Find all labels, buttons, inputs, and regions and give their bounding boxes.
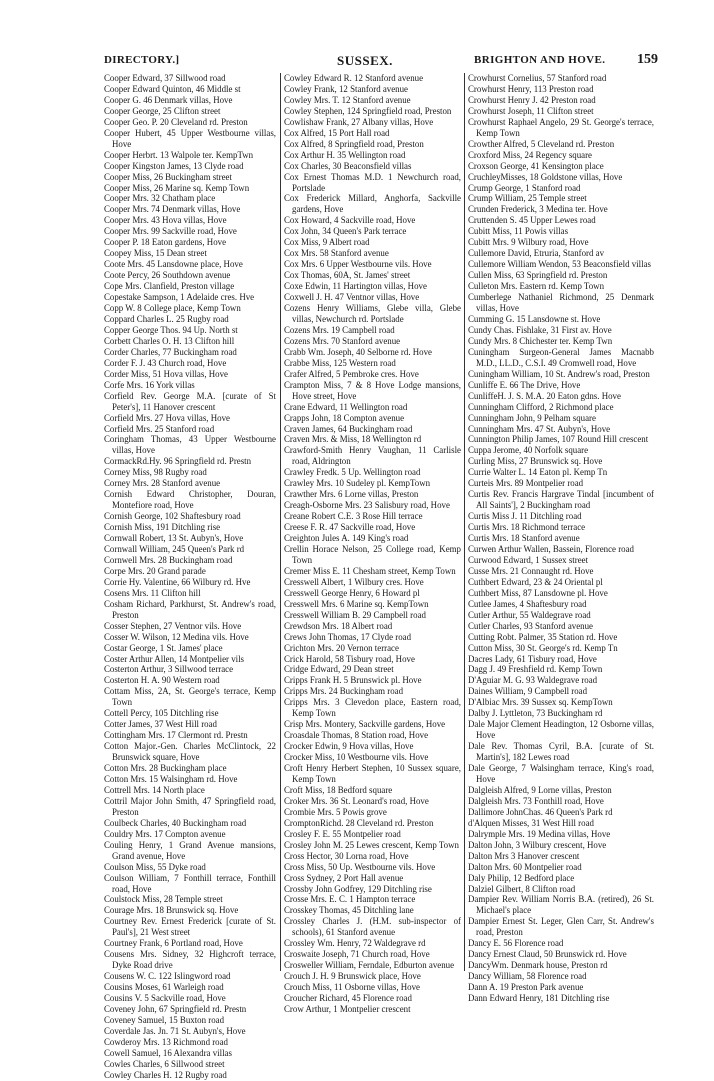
- directory-entry: Cowlishaw Frank, 27 Albany villas, Hove: [284, 116, 434, 127]
- directory-entry: d'Alquen Misses, 31 West Hill road: [468, 817, 594, 828]
- directory-entry: Cousins Moses, 61 Warleigh road: [104, 982, 224, 993]
- directory-entry: Cosser Stephen, 27 Ventnor vils. Hove: [104, 620, 242, 631]
- directory-entry: Crane Edward, 11 Wellington road: [284, 401, 408, 412]
- directory-entry: Corder F. J. 43 Church road, Hove: [104, 357, 227, 368]
- directory-entry: Corfield Mrs. 27 Hova villas, Hove: [104, 412, 230, 423]
- directory-entry: Cox Alfred, 8 Springfield road, Preston: [284, 138, 424, 149]
- directory-entry: Cowley Mrs. T. 12 Stanford avenue: [284, 94, 411, 105]
- directory-entry: Dancy E. 56 Florence road: [468, 938, 564, 949]
- running-head-left: DIRECTORY.]: [104, 54, 180, 66]
- directory-entry: Corder Miss, 51 Hova villas, Hove: [104, 368, 228, 379]
- directory-entry: Coulstock Miss, 28 Temple street: [104, 894, 223, 905]
- directory-entry: Cooper Mrs. 43 Hova villas, Hove: [104, 215, 227, 226]
- directory-entry: Crump George, 1 Stanford road: [468, 182, 581, 193]
- directory-entry: Dampier Ernest St. Leger, Glen Carr, St. Andrew's road, Preston: [468, 916, 654, 938]
- directory-entry: Corbett Charles O. H. 13 Clifton hill: [104, 335, 235, 346]
- directory-entry: Dallimore JohnChas. 46 Queen's Park rd: [468, 806, 613, 817]
- directory-entry: Crowhurst Joseph, 11 Clifton street: [468, 105, 594, 116]
- directory-entry: Dale Major Clement Headington, 12 Osborne villas, Hove: [468, 719, 654, 741]
- directory-entry: CromptonRichd. 28 Cleveland rd. Preston: [284, 817, 434, 828]
- directory-entry: Cross Sydney, 2 Port Hall avenue: [284, 872, 404, 883]
- directory-entry: Cox Ernest Thomas M.D. 1 Newchurch road, Portslade: [284, 171, 461, 193]
- directory-entry: Dalgleish Alfred, 9 Lorne villas, Preston: [468, 784, 612, 795]
- directory-entry: Crapps John, 18 Compton avenue: [284, 412, 405, 423]
- directory-entry: Curling Miss, 27 Brunswick sq. Hove: [468, 456, 603, 467]
- directory-entry: Croft Miss, 18 Bedford square: [284, 784, 393, 795]
- directory-entry: Cox Howard, 4 Sackville road, Hove: [284, 215, 416, 226]
- directory-entry: Curtis Miss J. 11 Ditchling road: [468, 511, 582, 522]
- directory-entry: Dalton Mrs 3 Hanover crescent: [468, 850, 580, 861]
- directory-entry: Currie Walter L. 14 Eaton pl. Kemp Tn: [468, 467, 608, 478]
- directory-entry: Dale Rev. Thomas Cyril, B.A. [curate of St. Martin's], 182 Lewes road: [468, 741, 654, 763]
- directory-entry: Dalrymple Mrs. 19 Medina villas, Hove: [468, 828, 611, 839]
- directory-entry: Cremer Miss E. 11 Chesham street, Kemp Town: [284, 565, 456, 576]
- directory-entry: Cousens W. C. 122 Islingword road: [104, 971, 231, 982]
- directory-entry: D'Aguiar M. G. 93 Waldegrave road: [468, 675, 598, 686]
- directory-entry: Cullemore William Wendon, 53 Beaconsfield villas: [468, 259, 651, 270]
- directory-entry: Crow Arthur, 1 Montpelier crescent: [284, 1004, 411, 1015]
- directory-entry: Culleton Mrs. Eastern rd. Kemp Town: [468, 281, 605, 292]
- directory-entry: Coster Arthur Allen, 14 Montpelier vils: [104, 653, 245, 664]
- directory-entry: Crampton Miss, 7 & 8 Hove Lodge mansions, Hove street, Hove: [284, 379, 461, 401]
- directory-entry: Cooper George, 25 Clifton street: [104, 105, 221, 116]
- directory-entry: Coopey Miss, 15 Dean street: [104, 248, 207, 259]
- directory-entry: Copp W. 8 College place, Kemp Town: [104, 303, 241, 314]
- running-head-county: SUSSEX.: [337, 53, 393, 68]
- directory-entry: Cowley Edward R. 12 Stanford avenue: [284, 73, 424, 83]
- directory-entry: Cornish Edward Christopher, Douran, Montefiore road, Hove: [104, 489, 276, 511]
- column-divider: [280, 73, 281, 971]
- directory-entry: Corpe Mrs. 20 Grand parade: [104, 565, 206, 576]
- directory-entry: Cowderoy Mrs. 13 Richmond road: [104, 1036, 228, 1047]
- directory-entry: Cotton Mrs. 15 Walsingham rd. Hove: [104, 774, 238, 784]
- directory-entry: Corfield Rev. George M.A. [curate of St Peter's], 11 Hanover crescent: [104, 390, 276, 412]
- directory-entry: CormackRd.Hy. 96 Springfield rd. Prestn: [104, 456, 252, 467]
- directory-columns: [104, 73, 660, 1080]
- directory-entry: Crellin Horace Nelson, 25 College road, Kemp Town: [284, 543, 461, 565]
- directory-entry: Cresswell William B. 29 Campbell road: [284, 609, 426, 620]
- directory-entry: Curtis Mrs. 18 Stanford avenue: [468, 533, 580, 544]
- directory-entry: Craven Mrs. & Miss, 18 Wellington rd: [284, 434, 422, 445]
- directory-entry: Costerton H. A. 90 Western road: [104, 675, 220, 686]
- directory-entry: Cundy Chas. Fishlake, 31 First av. Hove: [468, 324, 612, 335]
- directory-entry: Crouch Miss, 11 Osborne villas, Hove: [284, 982, 420, 993]
- directory-entry: Crawford-Smith Henry Vaughan, 11 Carlisle road, Aldrington: [284, 445, 461, 467]
- directory-entry: Crewdson Mrs. 18 Albert road: [284, 620, 393, 631]
- directory-entry: Croucher Richard, 45 Florence road: [284, 993, 412, 1004]
- directory-entry: Cooper Geo. P. 20 Cleveland rd. Preston: [104, 116, 248, 127]
- directory-entry: Crouch J. H. 9 Brunswick place, Hove: [284, 971, 421, 982]
- directory-entry: Cox Charles, 30 Beaconsfield villas: [284, 160, 412, 171]
- directory-entry: Cooper P. 18 Eaton gardens, Hove: [104, 237, 227, 248]
- directory-entry: Crowhurst Henry J. 42 Preston road: [468, 94, 596, 105]
- directory-entry: Cripps Mrs. 24 Buckingham road: [284, 686, 404, 697]
- page-number: 159: [637, 52, 658, 67]
- directory-entry: Crawley Fredk. 5 Up. Wellington road: [284, 467, 421, 478]
- directory-entry: Cutting Robt. Palmer, 35 Station rd. Hove: [468, 631, 618, 642]
- directory-entry: Crichton Mrs. 20 Vernon terrace: [284, 642, 399, 653]
- directory-entry: Crisp Mrs. Montery, Sackville gardens, Hove: [284, 719, 446, 730]
- directory-entry: Creane Robert C.E. 3 Rose Hill terrace: [284, 511, 423, 522]
- directory-entry: Cresswell George Henry, 6 Howard pl: [284, 587, 420, 598]
- directory-entry: Cresswell Mrs. 6 Marine sq. KempTown: [284, 598, 429, 609]
- directory-entry: Cridge Edward, 29 Dean street: [284, 664, 394, 675]
- directory-entry: Daly Philip, 12 Bedford place: [468, 872, 575, 883]
- directory-entry: Creighton Jules A. 149 King's road: [284, 533, 409, 544]
- directory-entry: Crosse Mrs. E. C. 1 Hampton terrace: [284, 894, 416, 905]
- directory-entry: Corfield Mrs. 25 Stanford road: [104, 423, 215, 434]
- directory-entry: Crowhurst Henry, 113 Preston road: [468, 83, 594, 94]
- directory-entry: Cox Thomas, 60A, St. James' street: [284, 270, 411, 281]
- directory-entry: Crawley Mrs. 10 Sudeley pl. KempTown: [284, 478, 431, 489]
- directory-entry: Cripps Frank H. 5 Brunswick pl. Hove: [284, 675, 422, 686]
- directory-entry: Crocker Miss, 10 Westbourne vils. Hove: [284, 752, 429, 763]
- directory-entry: Copper George Thos. 94 Up. North st: [104, 324, 238, 335]
- directory-entry: Croxford Miss, 24 Regency square: [468, 149, 592, 160]
- directory-entry: CruchleyMisses, 18 Goldstone villas, Hove: [468, 171, 623, 182]
- directory-entry: Crossby John Godfrey, 129 Ditchling rise: [284, 883, 432, 894]
- directory-entry: Cooper Mrs. 74 Denmark villas, Hove: [104, 204, 241, 215]
- directory-entry: Cumming G. 15 Lansdowne st. Hove: [468, 313, 601, 324]
- directory-entry: Cottingham Mrs. 17 Clermont rd. Prestn: [104, 730, 248, 741]
- directory-entry: Cotton Mrs. 28 Buckingham place: [104, 763, 227, 774]
- directory-entry: Dagg J. 49 Freshfield rd. Kemp Town: [468, 664, 603, 675]
- directory-entry: Cooper Kingston James, 13 Clyde road: [104, 160, 244, 171]
- directory-entry: Cornish George, 102 Shaftesbury road: [104, 511, 241, 522]
- directory-entry: Crick Harold, 58 Tisbury road, Hove: [284, 653, 415, 664]
- directory-entry: Couling Henry, 1 Grand Avenue mansions, Grand avenue, Hove: [104, 839, 276, 861]
- directory-entry: Cornwall Robert, 13 St. Aubyn's, Hove: [104, 533, 244, 544]
- directory-entry: D'Albiac Mrs. 39 Sussex sq. KempTown: [468, 697, 613, 708]
- directory-entry: Cowley Stephen, 124 Springfield road, Preston: [284, 105, 452, 116]
- directory-entry: Coverdale Jas. Jn. 71 St. Aubyn's, Hove: [104, 1025, 246, 1036]
- directory-entry: Coote Mrs. 45 Lansdowne place, Hove: [104, 259, 243, 270]
- directory-entry: Croswaite Joseph, 71 Church road, Hove: [284, 949, 430, 960]
- directory-entry: Cosham Richard, Parkhurst, St. Andrew's road, Preston: [104, 598, 276, 620]
- column-divider: [464, 73, 465, 971]
- directory-entry: Cozens Mrs. 19 Campbell road: [284, 324, 395, 335]
- directory-entry: Crabb Wm. Joseph, 40 Selborne rd. Hove: [284, 346, 432, 357]
- directory-entry: Costar George, 1 St. James' place: [104, 642, 223, 653]
- directory-entry: Cundy Mrs. 8 Chichester ter. Kemp Twn: [468, 335, 613, 346]
- directory-entry: Dancy Ernest Claud, 50 Brunswick rd. Hove: [468, 949, 627, 960]
- directory-entry: Curwen Arthur Wallen, Bassein, Florence road: [468, 543, 634, 554]
- directory-entry: Cunnington Philip James, 107 Round Hill crescent: [468, 434, 649, 445]
- directory-entry: Crump William, 25 Temple street: [468, 193, 587, 204]
- directory-entry: Cuthbert Edward, 23 & 24 Oriental pl: [468, 576, 603, 587]
- directory-entry: Cunningham Clifford, 2 Richmond place: [468, 401, 614, 412]
- directory-entry: Creese F. R. 47 Sackville road, Hove: [284, 522, 416, 533]
- directory-entry: Cunningham Mrs. 47 St. Aubyn's, Hove: [468, 423, 611, 434]
- directory-entry: Cooper Edward Quinton, 46 Middle st: [104, 83, 241, 94]
- directory-entry: Dampier Rev. William Norris B.A. (retired), 26 St. Michael's place: [468, 894, 654, 916]
- directory-entry: Courtney Rev. Ernest Frederick [curate of St. Paul's], 21 West street: [104, 916, 276, 938]
- directory-entry: Crosley F. E. 55 Montpelier road: [284, 828, 401, 839]
- directory-entry: Cotter James, 37 West Hill road: [104, 719, 217, 730]
- directory-entry: Cunliffe E. 66 The Drive, Hove: [468, 379, 581, 390]
- directory-entry: Cullen Miss, 63 Springfield rd. Preston: [468, 270, 608, 281]
- directory-entry: Cozens Mrs. 70 Stanford avenue: [284, 335, 401, 346]
- directory-entry: Cresswell Albert, 1 Wilbury cres. Hove: [284, 576, 424, 587]
- directory-entry: Crawther Mrs. 6 Lorne villas, Preston: [284, 489, 419, 500]
- directory-entry: Dann A. 19 Preston Park avenue: [468, 982, 584, 993]
- directory-entry: Crews John Thomas, 17 Clyde road: [284, 631, 412, 642]
- directory-entry: Cornwall William, 245 Queen's Park rd: [104, 543, 245, 554]
- directory-entry: Cruttenden S. 45 Upper Lewes road: [468, 215, 596, 226]
- directory-entry: Cubitt Miss, 11 Powis villas: [468, 226, 569, 237]
- directory-entry: Curtis Mrs. 18 Richmond terrace: [468, 522, 586, 533]
- directory-entry: Crosskey Thomas, 45 Ditchling lane: [284, 905, 414, 916]
- directory-entry: Crosweller William, Ferndale, Edburton avenue: [284, 960, 455, 971]
- directory-entry: Cusse Mrs. 21 Connaught rd. Hove: [468, 565, 594, 576]
- directory-entry: Coringham Thomas, 43 Upper Westbourne villas, Hove: [104, 434, 276, 456]
- directory-entry: Cottam Miss, 2A, St. George's terrace, Kemp Town: [104, 686, 276, 708]
- directory-entry: Craven James, 64 Buckingham road: [284, 423, 413, 434]
- directory-entry: Cooper Mrs. 99 Sackville road, Hove: [104, 226, 237, 237]
- directory-entry: Curtis Rev. Francis Hargrave Tindal [incumbent of All Saints'], 2 Buckingham road: [468, 489, 654, 511]
- directory-entry: Cox Alfred, 15 Port Hall road: [284, 127, 390, 138]
- directory-entry: Daines William, 9 Campbell road: [468, 686, 588, 697]
- directory-entry: Coveney John, 67 Springfield rd. Prestn: [104, 1004, 247, 1015]
- directory-entry: Croft Henry Herbert Stephen, 10 Sussex square, Kemp Town: [284, 763, 461, 784]
- directory-entry: Corney Mrs. 28 Stanford avenue: [104, 478, 221, 489]
- directory-entry: Cozens Henry Williams, Glebe villa, Glebe villas, Newchurch rd. Portslade: [284, 303, 461, 324]
- directory-entry: Curwood Edward, 1 Sussex street: [468, 554, 589, 565]
- directory-entry: Coulbeck Charles, 40 Buckingham road: [104, 817, 247, 828]
- directory-entry: Cottril Major John Smith, 47 Springfield road, Preston: [104, 795, 276, 817]
- directory-entry: Dalgleish Mrs. 73 Fonthill road, Hove: [468, 795, 604, 806]
- directory-entry: Cousens Mrs. Sidney, 32 Highcroft terrace, Dyke Road drive: [104, 949, 276, 971]
- directory-entry: Crombie Mrs. 5 Powis grove: [284, 806, 387, 817]
- directory-entry: Cosser W. Wilson, 12 Medina vils. Hove: [104, 631, 249, 642]
- directory-entry: Cuthbert Miss, 87 Lansdowne pl. Hove: [468, 587, 608, 598]
- directory-entry: Coveney Samuel, 15 Buxton road: [104, 1014, 225, 1025]
- directory-entry: Dalziel Gilbert, 8 Clifton road: [468, 883, 576, 894]
- directory-entry: Cooper G. 46 Denmark villas, Hove: [104, 94, 233, 105]
- directory-entry: Cutler Charles, 93 Stanford avenue: [468, 620, 593, 631]
- directory-entry: Dale George, 7 Walsingham terrace, King's road, Hove: [468, 763, 654, 784]
- directory-entry: Cox Mrs. 6 Upper Westbourne vils. Hove: [284, 259, 432, 270]
- directory-entry: Cousins V. 5 Sackville road, Hove: [104, 993, 226, 1004]
- directory-entry: Cutler Arthur, 55 Waldegrave road: [468, 609, 591, 620]
- directory-entry: Cross Hector, 30 Lorna road, Hove: [284, 850, 409, 861]
- directory-entry: Dacres Lady, 61 Tisbury road, Hove: [468, 653, 597, 664]
- directory-entry: Cullemore David, Etruria, Stanford av: [468, 248, 605, 259]
- directory-entry: Cosens Mrs. 11 Clifton hill: [104, 587, 201, 598]
- directory-entry: Cottrell Mrs. 14 North place: [104, 784, 205, 795]
- directory-entry: Crossley Charles J. (H.M. sub-inspector of schools), 61 Stanford avenue: [284, 916, 461, 938]
- directory-entry: Curteis Mrs. 89 Montpelier road: [468, 478, 584, 489]
- directory-entry: Courage Mrs. 18 Brunswick sq. Hove: [104, 905, 239, 916]
- directory-entry: Crosley John M. 25 Lewes crescent, Kemp Town: [284, 839, 459, 850]
- directory-entry: Couldry Mrs. 17 Compton avenue: [104, 828, 226, 839]
- directory-entry: Crocker Edwin, 9 Hova villas, Hove: [284, 741, 414, 752]
- directory-entry: Dalby J. Lyttleton, 73 Buckingham rd: [468, 708, 603, 719]
- directory-entry: Coulson William, 7 Fonthill terrace, Fonthill road, Hove: [104, 872, 276, 894]
- column-1: [104, 73, 276, 1081]
- directory-entry: Cooper Miss, 26 Buckingham street: [104, 171, 232, 182]
- directory-entry: Cox John, 34 Queen's Park terrace: [284, 226, 407, 237]
- directory-entry: Croasdale Thomas, 8 Station road, Hove: [284, 730, 429, 741]
- directory-entry: Cornwell Mrs. 28 Buckingham road: [104, 554, 233, 565]
- directory-entry: Cubitt Mrs. 9 Wilbury road, Hove: [468, 237, 589, 248]
- directory-entry: Cuningham William, 10 St. Andrew's road, Preston: [468, 368, 650, 379]
- directory-entry: Crowther Alfred, 5 Cleveland rd. Preston: [468, 138, 615, 149]
- directory-entry: Cunningham John, 9 Pelham square: [468, 412, 596, 423]
- directory-entry: Cowley Frank, 12 Stanford avenue: [284, 83, 408, 94]
- directory-entry: Coppard Charles L. 25 Rugby road: [104, 313, 229, 324]
- directory-entry: Coote Percy, 26 Southdown avenue: [104, 270, 231, 281]
- directory-entry: Cumberlege Nathaniel Richmond, 25 Denmark villas, Hove: [468, 292, 654, 314]
- directory-entry: Cuppa Jerome, 40 Norfolk square: [468, 445, 589, 456]
- directory-entry: Cox Frederick Millard, Anghorfa, Sackville gardens, Hove: [284, 193, 461, 215]
- directory-entry: CunliffeH. J. S. M.A. 20 Eaton gdns. Hove: [468, 390, 621, 401]
- directory-entry: Coxe Edwin, 11 Hartington villas, Hove: [284, 281, 427, 292]
- page-header: [104, 54, 658, 70]
- directory-entry: Cox Arthur H. 35 Wellington road: [284, 149, 406, 160]
- directory-entry: Dalton John, 3 Wilbury crescent, Hove: [468, 839, 607, 850]
- directory-entry: Cuningham Surgeon-General James Macnabb M.D., LL.D., C.S.I. 49 Cromwell road, Hove: [468, 346, 654, 368]
- directory-entry: Cotton Major.-Gen. Charles McClintock, 22 Brunswick square, Hove: [104, 741, 276, 763]
- directory-entry: Courtney Frank, 6 Portland road, Hove: [104, 938, 243, 949]
- directory-entry: Coxwell J. H. 47 Ventnor villas, Hove: [284, 292, 420, 303]
- directory-entry: Croxson George, 41 Kensington place: [468, 160, 604, 171]
- directory-entry: Crabbe Miss, 125 Western road: [284, 357, 396, 368]
- directory-entry: Cripps Mrs. 3 Clevedon place, Eastern road, Kemp Town: [284, 697, 461, 719]
- directory-entry: Cooper Hubert, 45 Upper Westbourne villas, Hove: [104, 127, 276, 149]
- directory-entry: Cox Miss, 9 Albert road: [284, 237, 370, 248]
- directory-entry: Cox Mrs. 58 Stanford avenue: [284, 248, 389, 259]
- directory-entry: Cross Miss, 50 Up. Westbourne vils. Hove: [284, 861, 436, 872]
- directory-entry: Crunden Frederick, 3 Medina ter. Hove: [468, 204, 608, 215]
- directory-entry: Cooper Edward, 37 Sillwood road: [104, 73, 226, 83]
- directory-entry: Cooper Mrs. 32 Chatham place: [104, 193, 216, 204]
- column-3: [468, 73, 654, 1004]
- directory-entry: Crafer Alfred, 5 Pembroke cres. Hove: [284, 368, 419, 379]
- directory-entry: Cowles Charles, 6 Sillwood street: [104, 1058, 225, 1069]
- column-2: [284, 73, 461, 1015]
- directory-entry: Cowley Charles H. 12 Rugby road: [104, 1069, 227, 1080]
- directory-entry: Cooper Herbrt. 13 Walpole ter. KempTwn: [104, 149, 254, 160]
- directory-entry: Dancy William, 58 Florence road: [468, 971, 587, 982]
- directory-entry: Cutton Miss, 30 St. George's rd. Kemp Tn: [468, 642, 618, 653]
- directory-entry: Croker Mrs. 36 St. Leonard's road, Hove: [284, 795, 429, 806]
- directory-entry: Cope Mrs. Clanfield, Preston village: [104, 281, 235, 292]
- directory-entry: Creagh-Osborne Mrs. 23 Salisbury road, Hove: [284, 500, 450, 511]
- directory-entry: Copestake Sampson, 1 Adelaide cres. Hve: [104, 292, 255, 303]
- directory-entry: Crowhurst Cornelius, 57 Stanford road: [468, 73, 607, 83]
- directory-entry: Crossley Wm. Henry, 72 Waldegrave rd: [284, 938, 426, 949]
- directory-entry: Cutlee James, 4 Shaftesbury road: [468, 598, 587, 609]
- directory-entry: Cooper Miss, 26 Marine sq. Kemp Town: [104, 182, 250, 193]
- directory-entry: Corrie Hy. Valentine, 66 Wilbury rd. Hve: [104, 576, 251, 587]
- directory-entry: Coulson Miss, 55 Dyke road: [104, 861, 206, 872]
- directory-entry: Cornish Miss, 191 Ditchling rise: [104, 522, 221, 533]
- directory-entry: DancyWm. Denmark house, Preston rd: [468, 960, 608, 971]
- directory-entry: Costerton Arthur, 3 Sillwood terrace: [104, 664, 234, 675]
- directory-entry: Corney Miss, 98 Rugby road: [104, 467, 207, 478]
- directory-entry: Crowhurst Raphael Angelo, 29 St. George's terrace, Kemp Town: [468, 116, 654, 138]
- running-head-right: BRIGHTON AND HOVE.: [474, 54, 606, 66]
- directory-entry: Corfe Mrs. 16 York villas: [104, 379, 195, 390]
- directory-entry: Cowell Samuel, 16 Alexandra villas: [104, 1047, 232, 1058]
- directory-entry: Corder Charles, 77 Buckingham road: [104, 346, 237, 357]
- directory-entry: Dann Edward Henry, 181 Ditchling rise: [468, 993, 610, 1004]
- directory-entry: Dalton Mrs. 60 Montpelier road: [468, 861, 582, 872]
- directory-entry: Cottell Percy, 105 Ditchling rise: [104, 708, 219, 719]
